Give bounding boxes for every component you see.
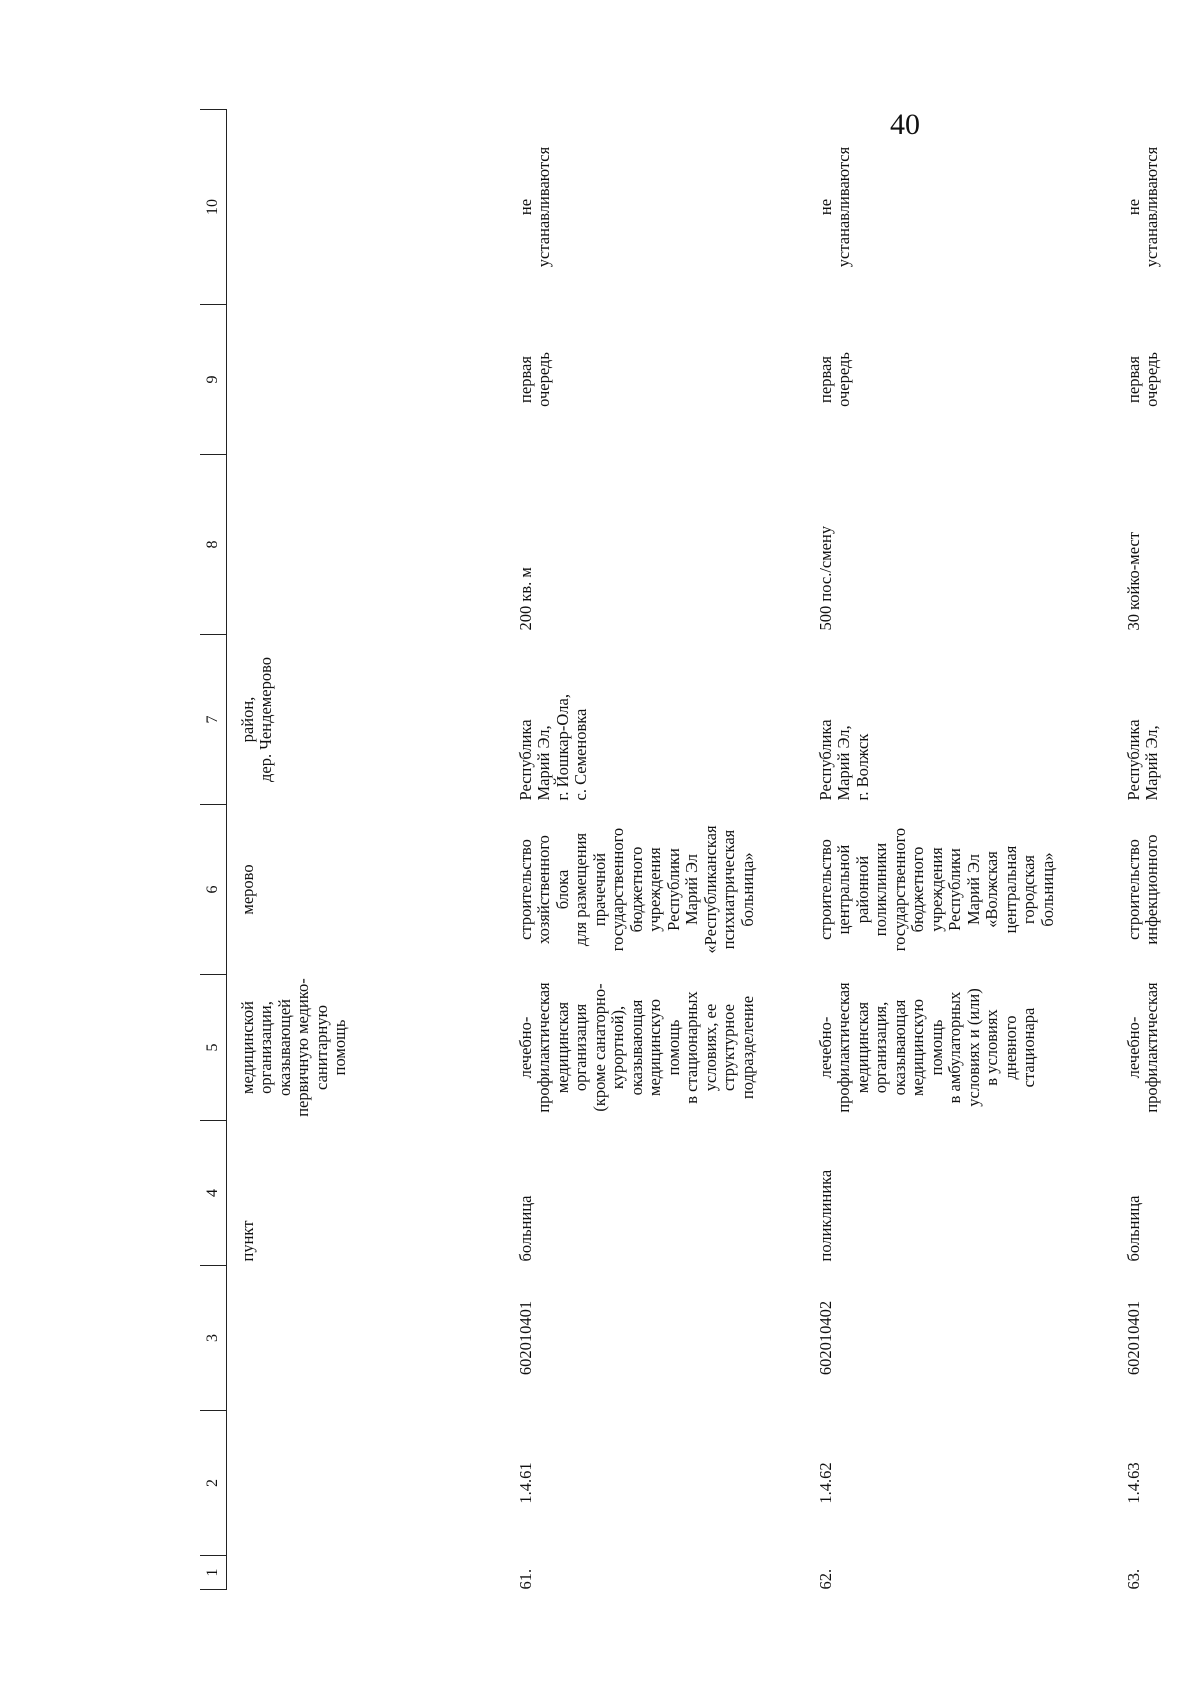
table-cell: медицинской организации, оказывающей первичную медико- санитарную помощь — [238, 978, 350, 1117]
table-cell: строительство хозяйственного блока для размещения прачечной государственного бюджетного учреждения Республики Марий Эл «Республиканская психиатрическая больница» — [516, 825, 757, 954]
column-header: 1 — [200, 1556, 227, 1590]
table-row — [1115, 110, 1200, 1590]
data-table — [200, 109, 1200, 1590]
table-row — [369, 110, 807, 1590]
table-cell: первая очередь — [816, 352, 854, 407]
column-header: 10 — [200, 110, 227, 305]
table-cell: 602010401 — [516, 1300, 535, 1376]
table-cell: поликлиника — [816, 1169, 835, 1262]
table-cell: строительство инфекционного — [1124, 834, 1162, 945]
table-cell: больница — [516, 1195, 535, 1262]
table-cell: не устанавливаются — [816, 146, 854, 268]
table-cell: строительство центральной районной поликлиники государственного бюджетного учреждения Республики Марий Эл «Волжская центральная городская больница» — [816, 827, 1057, 952]
row-number: 63. — [1124, 1568, 1143, 1590]
table-cell: 500 пос./смену — [816, 525, 835, 631]
table-cell: лечебно- профилактическая медицинская организация (кроме санаторно- курортной), оказывающая медицинскую помощь в стационарных условиях, ее структурное подразделение — [516, 982, 757, 1113]
table-cell: больница — [1124, 1195, 1143, 1262]
table-cell: 200 кв. м — [516, 567, 535, 631]
table-row — [807, 110, 1115, 1590]
column-header: 5 — [200, 975, 227, 1121]
column-header: 4 — [200, 1121, 227, 1266]
table-cell: первая очередь — [516, 352, 554, 407]
table-row-continuation — [227, 110, 370, 1590]
row-number: 61. — [516, 1568, 535, 1590]
table-cell: лечебно- профилактическая — [1124, 982, 1162, 1113]
table-cell: лечебно- профилактическая медицинская организация, оказывающая медицинскую помощь в амбулаторных условиях и (или) в условиях дневного стационара — [816, 982, 1039, 1113]
table-cell: 602010401 — [1124, 1300, 1143, 1376]
column-header: 6 — [200, 805, 227, 975]
column-header: 2 — [200, 1411, 227, 1556]
table-cell: 1.4.61 — [516, 1462, 535, 1504]
table-cell: 1.4.63 — [1124, 1462, 1143, 1504]
table-header — [200, 110, 227, 1590]
table-cell: 602010402 — [816, 1300, 835, 1376]
table-cell: не устанавливаются — [516, 146, 554, 268]
table-cell: 1.4.62 — [816, 1462, 835, 1504]
table-cell: Республика Марий Эл, — [1124, 719, 1162, 801]
page-number: 40 — [890, 108, 920, 141]
table-cell: пункт — [238, 1220, 257, 1262]
column-header: 9 — [200, 305, 227, 455]
column-header: 8 — [200, 455, 227, 635]
table-cell: 30 койко-мест — [1124, 531, 1143, 631]
rotated-table-sheet — [200, 110, 1162, 1590]
row-number: 62. — [816, 1568, 835, 1590]
table-cell: первая очередь — [1124, 352, 1162, 407]
table-cell: Республика Марий Эл, г. Волжск — [816, 719, 872, 801]
table-cell: район, дер. Чендемерово — [238, 657, 276, 783]
table-cell: не устанавливаются — [1124, 146, 1162, 268]
table-cell: мерово — [238, 864, 257, 915]
column-header: 3 — [200, 1266, 227, 1411]
table-cell: Республика Марий Эл, г. Йошкар-Ола, с. Семеновка — [516, 694, 591, 801]
column-header: 7 — [200, 635, 227, 805]
